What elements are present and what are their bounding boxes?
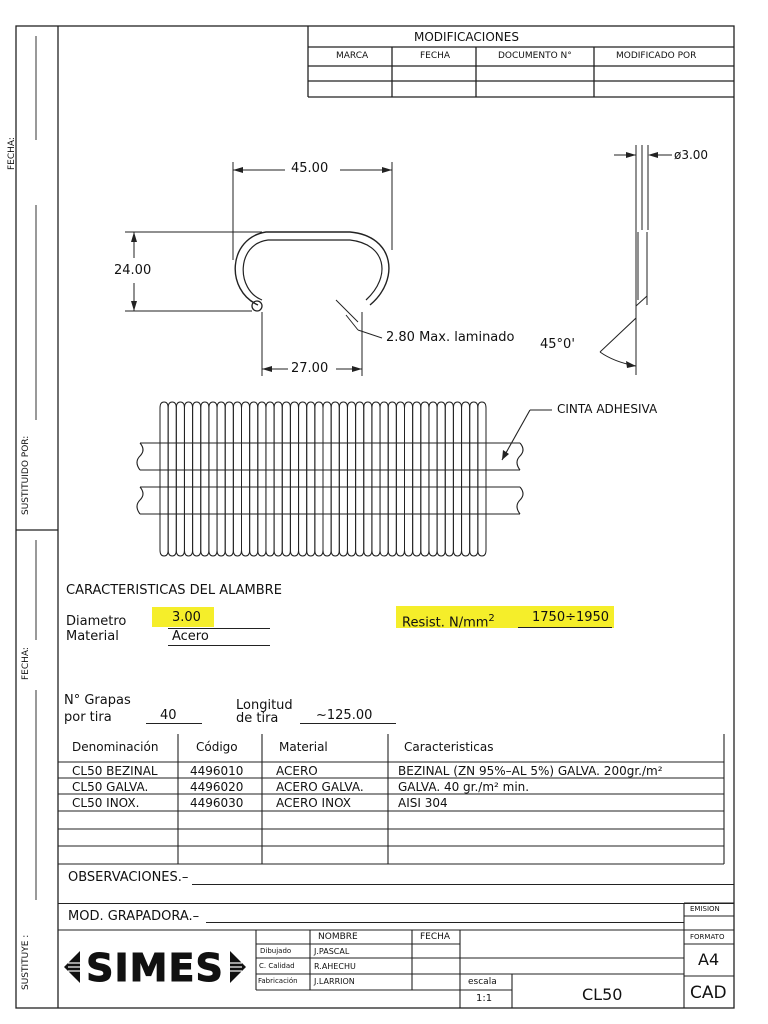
wire-section-title: CARACTERISTICAS DEL ALAMBRE (66, 583, 282, 598)
length-label-2: de tira (236, 711, 279, 726)
resist-value: 1750÷1950 (532, 610, 610, 625)
margin-label-fecha-top: FECHA: (7, 137, 17, 170)
table-row-2-codigo: 4496020 (190, 780, 244, 794)
tape-label: CINTA ADHESIVA (557, 402, 658, 416)
mod-header-modificado: MODIFICADO POR (616, 51, 697, 61)
length-label-1: Longitud (236, 698, 293, 713)
table-row-1-denominacion: CL50 BEZINAL (72, 764, 158, 778)
table-row-2-denominacion: CL50 GALVA. (72, 780, 149, 794)
cad-label: CAD (690, 983, 727, 1003)
observaciones-label: OBSERVACIONES.– (68, 870, 189, 885)
staples-label-2: por tira (64, 710, 112, 725)
role-calidad: C. Calidad (259, 962, 295, 970)
modifications-title: MODIFICACIONES (414, 30, 519, 44)
mod-grapadora-label: MOD. GRAPADORA.– (68, 909, 200, 924)
role-fabricacion: Fabricación (258, 977, 298, 985)
table-row-1-material: ACERO (276, 764, 318, 778)
part-code: CL50 (582, 985, 623, 1004)
table-header-caracteristicas: Caracteristicas (404, 740, 494, 754)
table-row-3-denominacion: CL50 INOX. (72, 796, 140, 810)
emision-label: EMISION (690, 905, 720, 913)
role-dibujado: Dibujado (260, 947, 292, 955)
diameter-value: 3.00 (172, 610, 201, 625)
resist-label-text: Resist. N/mm (402, 615, 489, 631)
table-header-codigo: Código (196, 740, 238, 754)
dimension-angle: 45°0' (540, 337, 575, 352)
table-header-denominacion: Denominación (72, 740, 159, 754)
diameter-label: Diametro (66, 614, 127, 629)
dimension-inner-width: 27.00 (291, 361, 329, 376)
dimension-height: 24.00 (114, 263, 152, 278)
mod-header-documento: DOCUMENTO N° (498, 51, 572, 61)
dimension-width: 45.00 (291, 161, 329, 176)
name-calidad: R.AHECHU (314, 962, 356, 971)
mod-header-marca: MARCA (336, 51, 369, 61)
table-row-3-caracteristicas: AISI 304 (398, 796, 448, 810)
table-row-2-material: ACERO GALVA. (276, 780, 364, 794)
escala-label: escala (468, 977, 497, 987)
table-row-3-codigo: 4496030 (190, 796, 244, 810)
name-fabricacion: J.LARRION (314, 977, 355, 986)
logo-text: SIMES (86, 946, 224, 990)
margin-label-sustituye: SUSTITUYE : (21, 934, 31, 990)
dimension-diameter: ø3.00 (674, 148, 709, 162)
mod-header-fecha: FECHA (420, 51, 451, 61)
length-value: ~125.00 (316, 708, 373, 723)
name-dibujado: J.PASCAL (314, 947, 350, 956)
staples-value: 40 (160, 708, 177, 723)
table-row-1-caracteristicas: BEZINAL (ZN 95%–AL 5%) GALVA. 200gr./m² (398, 764, 663, 778)
fecha-header: FECHA (420, 932, 451, 942)
escala-value: 1:1 (476, 993, 493, 1004)
table-row-2-caracteristicas: GALVA. 40 gr./m² min. (398, 780, 530, 794)
nombre-header: NOMBRE (318, 932, 358, 942)
formato-value: A4 (698, 950, 720, 969)
material-label: Material (66, 629, 119, 644)
resist-label-exp: 2 (488, 613, 495, 624)
simes-logo (62, 941, 248, 993)
table-row-3-material: ACERO INOX (276, 796, 351, 810)
material-value: Acero (172, 629, 209, 644)
staples-label-1: N° Grapas (64, 693, 131, 708)
margin-label-fecha-mid: FECHA: (21, 647, 31, 680)
formato-label: FORMATO (690, 933, 725, 941)
table-row-1-codigo: 4496010 (190, 764, 244, 778)
table-header-material: Material (279, 740, 328, 754)
margin-label-sustituido-por: SUSTITUIDO POR: (21, 435, 31, 515)
dimension-lamination: 2.80 Max. laminado (386, 330, 515, 345)
